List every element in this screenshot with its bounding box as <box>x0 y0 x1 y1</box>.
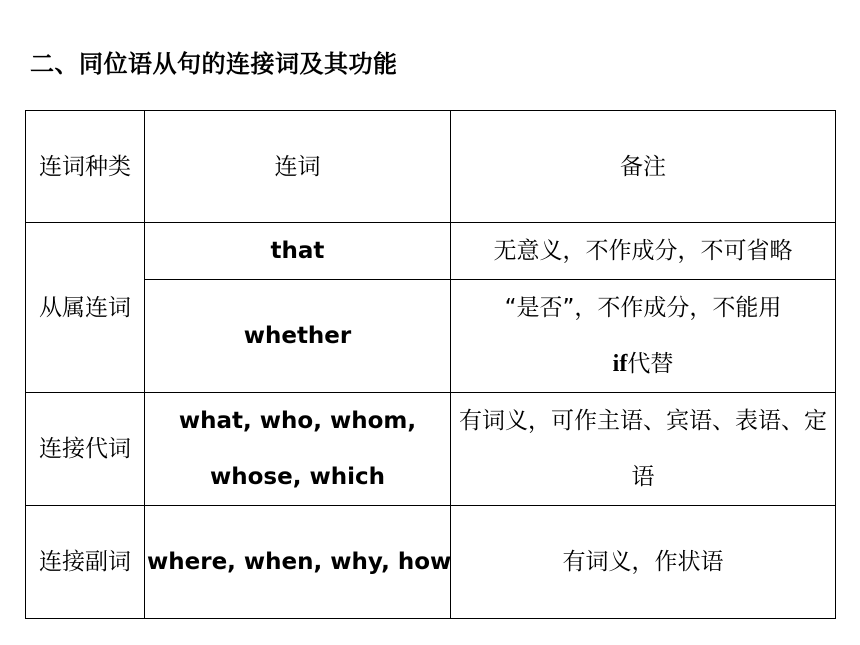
conj-cell-that: that <box>145 223 451 280</box>
conj-cell-whether: whether <box>145 280 451 393</box>
table-row <box>26 393 836 506</box>
page-title: 二、同位语从句的连接词及其功能 <box>30 50 398 78</box>
note-cell-whether <box>451 280 836 393</box>
conj-cell-adverbs: where, when, why, how <box>145 506 451 619</box>
conj-cell-pronouns: what, who, whom, whose, which <box>145 393 451 506</box>
note-whether-replace: 代替 <box>627 351 674 377</box>
type-cell-pronoun: 连接代词 <box>26 393 145 506</box>
type-cell-adverb: 连接副词 <box>26 506 145 619</box>
conjunction-table <box>25 110 836 619</box>
table-header-row <box>26 111 836 223</box>
note-cell-that: 无意义，不作成分，不可省略 <box>451 223 836 280</box>
table-row <box>26 506 836 619</box>
table-row <box>26 280 836 393</box>
type-cell-subordinate: 从属连词 <box>26 223 145 393</box>
header-type: 连词种类 <box>26 111 145 223</box>
note-whether-if: if <box>612 351 628 377</box>
header-conj: 连词 <box>145 111 451 223</box>
note-cell-adverbs: 有词义，作状语 <box>451 506 836 619</box>
note-cell-pronouns: 有词义，可作主语、宾语、表语、定语 <box>451 393 836 506</box>
header-note: 备注 <box>451 111 836 223</box>
note-whether-part1: “是否”，不作成分，不能用 <box>504 295 782 321</box>
table-row <box>26 223 836 280</box>
